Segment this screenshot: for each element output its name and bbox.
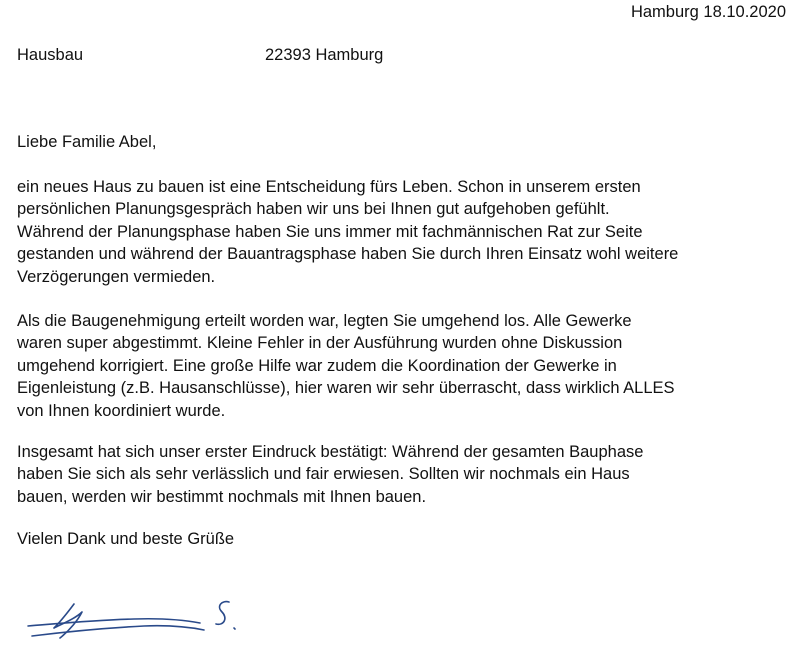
closing: Vielen Dank und beste Grüße [17, 530, 235, 548]
paragraph-line: Eigenleistung (z.B. Hausanschlüsse), hier waren wir sehr überrascht, dass wirklich ALLES [17, 379, 675, 398]
paragraph-line: von Ihnen koordiniert wurde. [17, 401, 226, 420]
paragraph-line: gestanden und während der Bauantragsphase haben Sie durch Ihren Einsatz wohl weitere [17, 245, 679, 264]
paragraph-line: umgehend korrigiert. Eine große Hilfe war zudem die Koordination der Gewerke in [17, 356, 617, 375]
paragraph-line: bauen, werden wir bestimmt nochmals mit Ihnen bauen. [17, 487, 427, 506]
paragraph-line: ein neues Haus zu bauen ist eine Entscheidung fürs Leben. Schon in unserem ersten [17, 178, 641, 196]
salutation: Liebe Familie Abel, [17, 133, 157, 151]
paragraph-line: Verzögerungen vermieden. [17, 267, 216, 286]
sender-name: Hausbau [17, 46, 84, 64]
signature-stroke [28, 619, 200, 626]
paragraph-line: Als die Baugenehmigung erteilt worden war, legten Sie umgehend los. Alle Gewerke [17, 312, 632, 330]
paragraph-3 [17, 441, 797, 508]
paragraph-line: Insgesamt hat sich unser erster Eindruck bestätigt: Während der gesamten Bauphase [17, 443, 644, 461]
date-line: Hamburg 18.10.2020 [630, 3, 786, 21]
paragraph-line: persönlichen Planungsgespräch haben wir uns bei Ihnen gut aufgehoben gefühlt. [17, 200, 610, 219]
signature-stroke [234, 628, 235, 629]
paragraph-2 [17, 310, 797, 422]
handwritten-signature [24, 590, 244, 658]
paragraph-1 [17, 176, 797, 288]
paragraph-line: Während der Planungsphase haben Sie uns immer mit fachmännischen Rat zur Seite [17, 222, 643, 241]
paragraph-line: haben Sie sich als sehr verlässlich und fair erwiesen. Sollten wir nochmals ein Haus [17, 465, 630, 484]
signature-stroke [32, 626, 204, 636]
sender-city: 22393 Hamburg [265, 46, 384, 64]
signature-stroke [216, 602, 229, 625]
paragraph-line: waren super abgestimmt. Kleine Fehler in der Ausführung wurden ohne Diskussion [17, 334, 623, 353]
